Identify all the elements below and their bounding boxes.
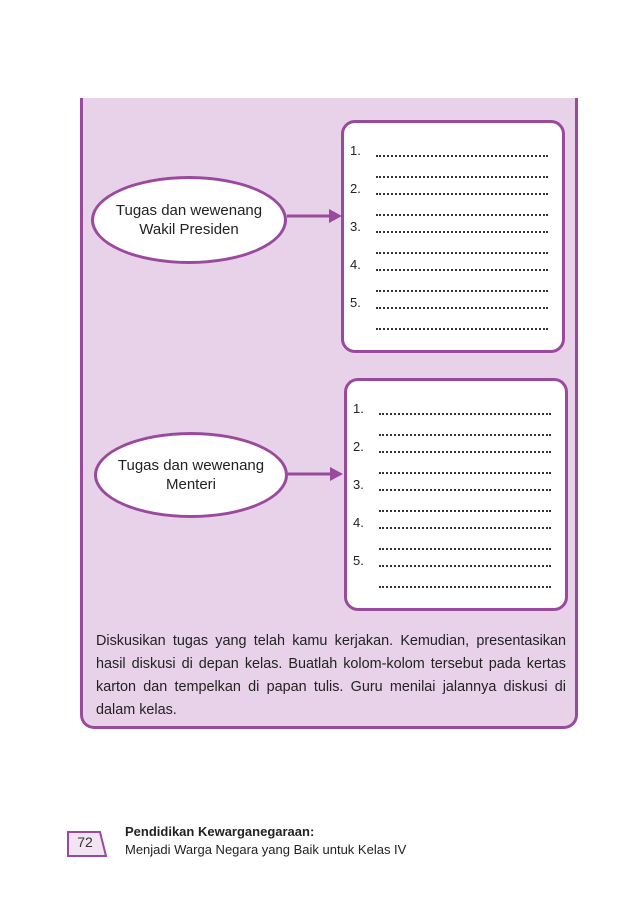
answer-line <box>376 290 548 292</box>
answer-line <box>376 252 548 254</box>
answer-line <box>379 434 551 436</box>
answer-line <box>376 307 548 309</box>
answer-line <box>376 193 548 195</box>
arrow-right-icon <box>288 464 344 484</box>
answer-line <box>376 231 548 233</box>
answer-line <box>379 527 551 529</box>
book-title: Pendidikan Kewarganegaraan: <box>125 824 315 839</box>
list-box-wakil-presiden <box>341 120 565 353</box>
answer-line <box>376 214 548 216</box>
oval-label-line2: Menteri <box>165 476 217 493</box>
answer-line <box>376 155 548 157</box>
item-number: 2. <box>353 439 364 454</box>
arrow-right-icon <box>287 206 343 226</box>
answer-line <box>376 176 548 178</box>
oval-label-line2: Wakil Presiden <box>139 221 239 238</box>
answer-line <box>379 565 551 567</box>
oval-label-line1: Tugas dan wewenang <box>117 457 265 474</box>
item-number: 2. <box>350 181 361 196</box>
item-number: 4. <box>350 257 361 272</box>
item-number: 3. <box>353 477 364 492</box>
item-number: 4. <box>353 515 364 530</box>
oval-wakil-presiden <box>91 176 287 264</box>
item-number: 1. <box>353 401 364 416</box>
answer-line <box>376 269 548 271</box>
item-number: 1. <box>350 143 361 158</box>
item-number: 5. <box>350 295 361 310</box>
instruction-paragraph: Diskusikan tugas yang telah kamu kerjakan. Kemudian, presentasikan hasil diskusi di depan kelas. Buatlah kolom-kolom tersebut pada kertas karton dan tempelkan di papan tulis. Guru menilai jalannya diskusi di dalam kelas. <box>96 633 566 718</box>
answer-line <box>379 586 551 588</box>
answer-line <box>379 510 551 512</box>
oval-label-line1: Tugas dan wewenang <box>115 202 263 219</box>
item-number: 5. <box>353 553 364 568</box>
item-number: 3. <box>350 219 361 234</box>
answer-line <box>379 472 551 474</box>
oval-menteri <box>94 432 288 518</box>
answer-line <box>379 489 551 491</box>
page-number: 72 <box>77 834 93 850</box>
answer-line <box>379 548 551 550</box>
answer-line <box>379 451 551 453</box>
list-box-menteri <box>344 378 568 611</box>
book-subtitle: Menjadi Warga Negara yang Baik untuk Kelas IV <box>125 842 407 857</box>
answer-line <box>376 328 548 330</box>
answer-line <box>379 413 551 415</box>
